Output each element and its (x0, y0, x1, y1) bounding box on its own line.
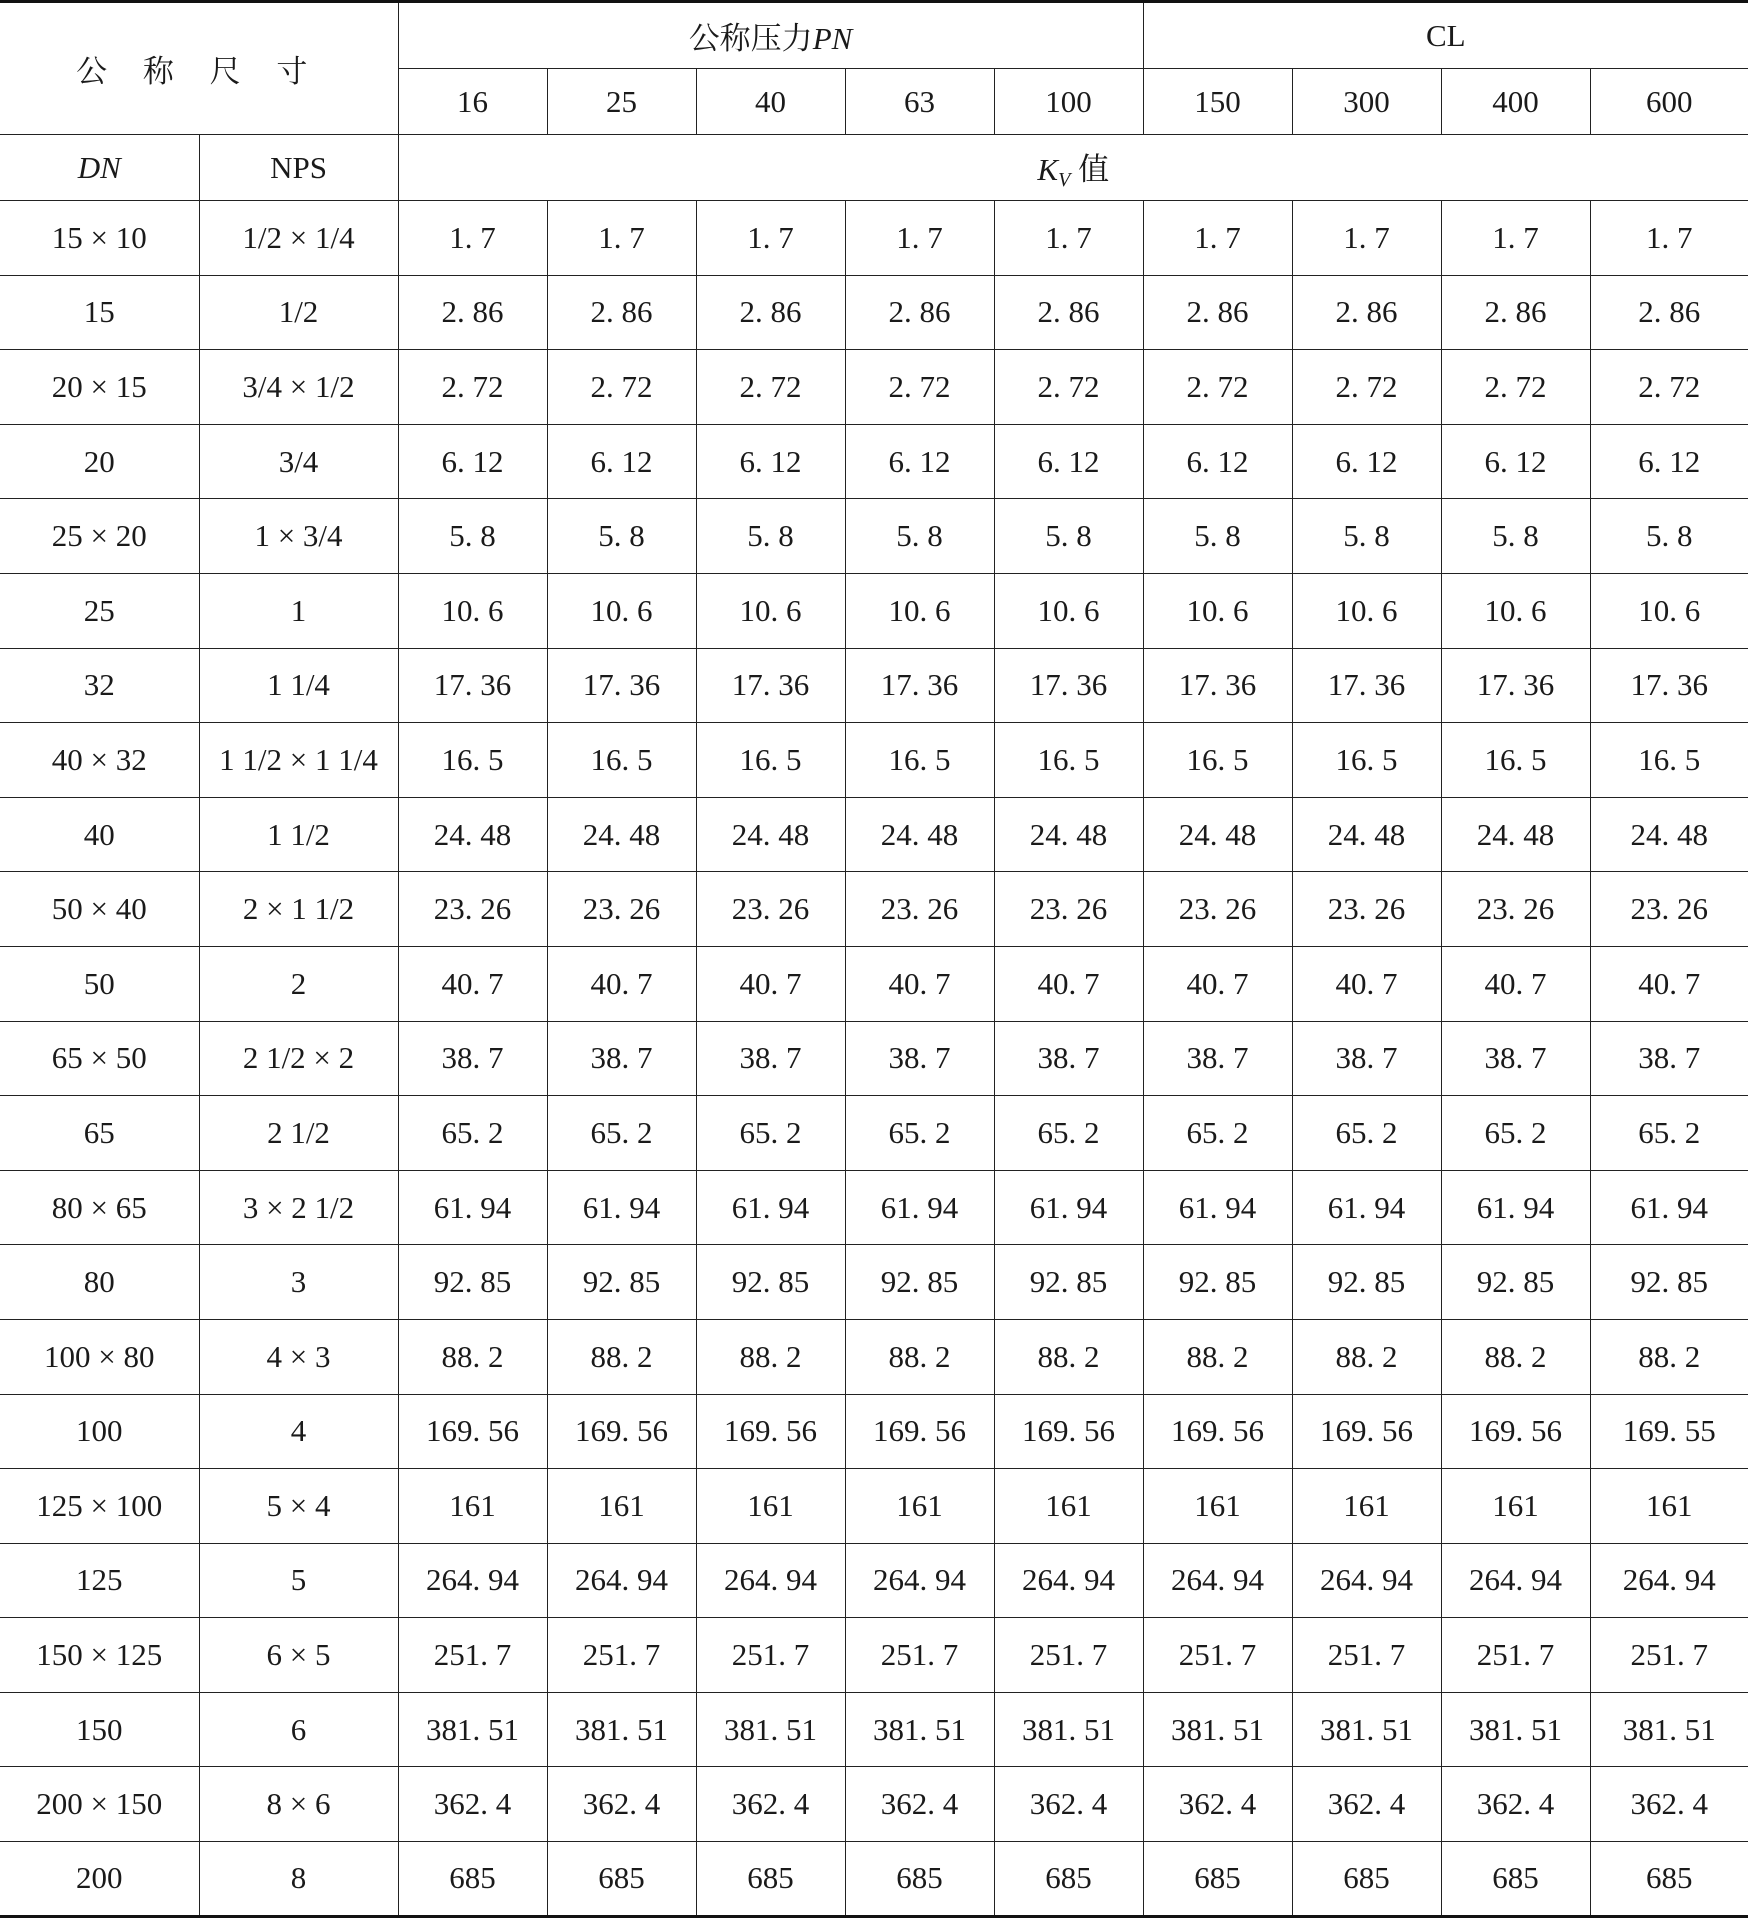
kv-cell: 38. 7 (994, 1021, 1143, 1096)
kv-cell: 685 (1143, 1842, 1292, 1917)
kv-cell: 251. 7 (398, 1618, 547, 1693)
kv-cell: 362. 4 (994, 1767, 1143, 1842)
table-row (0, 1469, 1748, 1544)
nps-cell: 1/2 (199, 275, 398, 350)
kv-cell: 17. 36 (1292, 648, 1441, 723)
pn-header (398, 2, 1143, 69)
kv-cell: 6. 12 (1441, 424, 1590, 499)
kv-cell: 40. 7 (1590, 946, 1748, 1021)
table-row (0, 1842, 1748, 1917)
kv-cell: 6. 12 (1590, 424, 1748, 499)
kv-cell: 88. 2 (398, 1319, 547, 1394)
dn-header: DN (0, 135, 199, 201)
nps-cell: 1 1/2 (199, 797, 398, 872)
kv-cell: 264. 94 (845, 1543, 994, 1618)
kv-cell: 5. 8 (1143, 499, 1292, 574)
table-row (0, 275, 1748, 350)
pn-label: 公称压力 (688, 21, 813, 56)
kv-cell: 2. 72 (1441, 350, 1590, 425)
kv-symbol: K (1037, 151, 1059, 187)
kv-cell: 23. 26 (1441, 872, 1590, 947)
nps-cell: 1 (199, 573, 398, 648)
kv-cell: 88. 2 (696, 1319, 845, 1394)
table-row (0, 797, 1748, 872)
pressure-header: 100 (994, 69, 1143, 135)
kv-cell: 10. 6 (547, 573, 696, 648)
kv-cell: 6. 12 (547, 424, 696, 499)
kv-cell: 6. 12 (398, 424, 547, 499)
kv-cell: 17. 36 (994, 648, 1143, 723)
kv-cell: 24. 48 (1441, 797, 1590, 872)
kv-cell: 38. 7 (1292, 1021, 1441, 1096)
kv-cell: 61. 94 (1590, 1170, 1748, 1245)
kv-cell: 381. 51 (845, 1692, 994, 1767)
kv-cell: 1. 7 (994, 201, 1143, 276)
dn-cell: 25 × 20 (0, 499, 199, 574)
kv-cell: 169. 55 (1590, 1394, 1748, 1469)
kv-cell: 65. 2 (696, 1096, 845, 1171)
kv-cell: 1. 7 (1590, 201, 1748, 276)
kv-cell: 5. 8 (1590, 499, 1748, 574)
kv-cell: 1. 7 (1292, 201, 1441, 276)
kv-cell: 10. 6 (994, 573, 1143, 648)
nps-cell: 1 × 3/4 (199, 499, 398, 574)
kv-cell: 1. 7 (1441, 201, 1590, 276)
kv-cell: 88. 2 (1292, 1319, 1441, 1394)
kv-cell: 2. 72 (845, 350, 994, 425)
kv-cell: 161 (1441, 1469, 1590, 1544)
kv-cell: 23. 26 (1292, 872, 1441, 947)
kv-cell: 362. 4 (398, 1767, 547, 1842)
cl-header: CL (1143, 2, 1748, 69)
kv-cell: 61. 94 (1143, 1170, 1292, 1245)
table-row (0, 1319, 1748, 1394)
dn-cell: 15 (0, 275, 199, 350)
kv-cell: 685 (547, 1842, 696, 1917)
kv-cell: 38. 7 (696, 1021, 845, 1096)
kv-cell: 362. 4 (1441, 1767, 1590, 1842)
kv-cell: 2. 72 (1292, 350, 1441, 425)
dn-cell: 65 (0, 1096, 199, 1171)
kv-cell: 16. 5 (1292, 723, 1441, 798)
kv-cell: 24. 48 (994, 797, 1143, 872)
kv-cell: 2. 86 (994, 275, 1143, 350)
nps-cell: 2 1/2 × 2 (199, 1021, 398, 1096)
dn-cell: 65 × 50 (0, 1021, 199, 1096)
kv-cell: 362. 4 (696, 1767, 845, 1842)
kv-cell: 61. 94 (845, 1170, 994, 1245)
kv-cell: 251. 7 (1292, 1618, 1441, 1693)
kv-cell: 685 (398, 1842, 547, 1917)
kv-cell: 264. 94 (1590, 1543, 1748, 1618)
nps-cell: 6 (199, 1692, 398, 1767)
kv-cell: 362. 4 (547, 1767, 696, 1842)
dn-cell: 32 (0, 648, 199, 723)
kv-cell: 169. 56 (696, 1394, 845, 1469)
kv-cell: 23. 26 (845, 872, 994, 947)
kv-cell: 264. 94 (1441, 1543, 1590, 1618)
kv-cell: 251. 7 (1590, 1618, 1748, 1693)
kv-cell: 40. 7 (547, 946, 696, 1021)
kv-cell: 2. 86 (398, 275, 547, 350)
kv-cell: 685 (1292, 1842, 1441, 1917)
kv-cell: 2. 86 (1292, 275, 1441, 350)
nps-cell: 5 × 4 (199, 1469, 398, 1544)
table-row (0, 350, 1748, 425)
kv-suffix: 值 (1070, 151, 1110, 187)
dn-cell: 80 (0, 1245, 199, 1320)
nps-cell: 5 (199, 1543, 398, 1618)
kv-cell: 5. 8 (1292, 499, 1441, 574)
nps-cell: 2 1/2 (199, 1096, 398, 1171)
dn-cell: 200 × 150 (0, 1767, 199, 1842)
kv-cell: 251. 7 (547, 1618, 696, 1693)
kv-cell: 2. 72 (1590, 350, 1748, 425)
kv-cell: 362. 4 (1292, 1767, 1441, 1842)
nps-cell: 6 × 5 (199, 1618, 398, 1693)
pressure-header: 63 (845, 69, 994, 135)
nps-header: NPS (199, 135, 398, 201)
kv-cell: 40. 7 (398, 946, 547, 1021)
header-row-3 (0, 135, 1748, 201)
dn-cell: 80 × 65 (0, 1170, 199, 1245)
dn-cell: 200 (0, 1842, 199, 1917)
kv-cell: 2. 72 (994, 350, 1143, 425)
kv-cell: 92. 85 (994, 1245, 1143, 1320)
nps-cell: 2 × 1 1/2 (199, 872, 398, 947)
kv-cell: 1. 7 (1143, 201, 1292, 276)
kv-cell: 381. 51 (994, 1692, 1143, 1767)
kv-cell: 161 (398, 1469, 547, 1544)
kv-cell: 161 (994, 1469, 1143, 1544)
kv-cell: 161 (1143, 1469, 1292, 1544)
kv-cell: 24. 48 (1143, 797, 1292, 872)
kv-cell: 2. 86 (1143, 275, 1292, 350)
kv-cell: 24. 48 (547, 797, 696, 872)
kv-cell: 17. 36 (1590, 648, 1748, 723)
pressure-header: 16 (398, 69, 547, 135)
kv-cell: 38. 7 (398, 1021, 547, 1096)
table-row (0, 1245, 1748, 1320)
nps-cell: 3/4 × 1/2 (199, 350, 398, 425)
nps-cell: 1 1/4 (199, 648, 398, 723)
kv-cell: 92. 85 (1441, 1245, 1590, 1320)
pressure-header: 25 (547, 69, 696, 135)
kv-cell: 17. 36 (547, 648, 696, 723)
kv-cell: 92. 85 (1590, 1245, 1748, 1320)
kv-cell: 10. 6 (398, 573, 547, 648)
kv-cell: 16. 5 (696, 723, 845, 798)
table-row (0, 1618, 1748, 1693)
dn-cell: 150 × 125 (0, 1618, 199, 1693)
kv-cell: 92. 85 (547, 1245, 696, 1320)
kv-cell: 5. 8 (696, 499, 845, 574)
kv-cell: 362. 4 (845, 1767, 994, 1842)
kv-cell: 2. 72 (696, 350, 845, 425)
table-row (0, 573, 1748, 648)
kv-cell: 24. 48 (1590, 797, 1748, 872)
kv-cell: 10. 6 (1590, 573, 1748, 648)
kv-cell: 1. 7 (696, 201, 845, 276)
kv-cell: 92. 85 (845, 1245, 994, 1320)
kv-table-body (0, 2, 1748, 1917)
kv-cell: 251. 7 (994, 1618, 1143, 1693)
kv-cell: 40. 7 (1292, 946, 1441, 1021)
pn-symbol: PN (812, 21, 853, 56)
kv-cell: 2. 86 (696, 275, 845, 350)
kv-cell: 16. 5 (547, 723, 696, 798)
kv-cell: 685 (1590, 1842, 1748, 1917)
kv-cell: 40. 7 (1143, 946, 1292, 1021)
dn-cell: 40 (0, 797, 199, 872)
kv-cell: 23. 26 (547, 872, 696, 947)
kv-cell: 251. 7 (696, 1618, 845, 1693)
kv-cell: 40. 7 (845, 946, 994, 1021)
kv-cell: 169. 56 (398, 1394, 547, 1469)
table-row (0, 872, 1748, 947)
kv-cell: 16. 5 (1441, 723, 1590, 798)
table-row (0, 1543, 1748, 1618)
kv-cell: 17. 36 (696, 648, 845, 723)
kv-cell: 381. 51 (1292, 1692, 1441, 1767)
kv-cell: 10. 6 (1441, 573, 1590, 648)
table-row (0, 1096, 1748, 1171)
kv-cell: 10. 6 (696, 573, 845, 648)
nps-cell: 8 × 6 (199, 1767, 398, 1842)
pressure-header: 150 (1143, 69, 1292, 135)
pressure-header: 600 (1590, 69, 1748, 135)
kv-cell: 38. 7 (1590, 1021, 1748, 1096)
kv-cell: 685 (994, 1842, 1143, 1917)
kv-cell: 38. 7 (547, 1021, 696, 1096)
kv-cell: 16. 5 (845, 723, 994, 798)
kv-cell: 61. 94 (696, 1170, 845, 1245)
kv-cell: 161 (1590, 1469, 1748, 1544)
table-row (0, 648, 1748, 723)
nominal-size-header: 公 称 尺 寸 (0, 2, 398, 135)
kv-cell: 6. 12 (994, 424, 1143, 499)
kv-cell: 264. 94 (994, 1543, 1143, 1618)
kv-cell: 88. 2 (845, 1319, 994, 1394)
kv-cell: 169. 56 (1143, 1394, 1292, 1469)
kv-cell: 16. 5 (994, 723, 1143, 798)
kv-cell: 161 (696, 1469, 845, 1544)
kv-cell: 5. 8 (1441, 499, 1590, 574)
kv-cell: 381. 51 (696, 1692, 845, 1767)
kv-cell: 10. 6 (1143, 573, 1292, 648)
kv-cell: 169. 56 (1441, 1394, 1590, 1469)
table-row (0, 946, 1748, 1021)
kv-cell: 23. 26 (1143, 872, 1292, 947)
kv-cell: 2. 86 (1441, 275, 1590, 350)
kv-cell: 61. 94 (994, 1170, 1143, 1245)
kv-cell: 2. 72 (1143, 350, 1292, 425)
kv-cell: 169. 56 (1292, 1394, 1441, 1469)
kv-cell: 251. 7 (845, 1618, 994, 1693)
nps-cell: 2 (199, 946, 398, 1021)
kv-cell: 40. 7 (994, 946, 1143, 1021)
kv-cell: 61. 94 (1292, 1170, 1441, 1245)
kv-cell: 381. 51 (1441, 1692, 1590, 1767)
pressure-header: 400 (1441, 69, 1590, 135)
kv-cell: 381. 51 (398, 1692, 547, 1767)
nps-cell: 3 × 2 1/2 (199, 1170, 398, 1245)
kv-cell: 16. 5 (398, 723, 547, 798)
kv-cell: 251. 7 (1441, 1618, 1590, 1693)
kv-cell: 264. 94 (696, 1543, 845, 1618)
nps-cell: 3/4 (199, 424, 398, 499)
kv-cell: 161 (845, 1469, 994, 1544)
kv-cell: 65. 2 (1441, 1096, 1590, 1171)
kv-cell: 61. 94 (547, 1170, 696, 1245)
kv-cell: 6. 12 (1292, 424, 1441, 499)
kv-cell: 5. 8 (845, 499, 994, 574)
kv-cell: 169. 56 (994, 1394, 1143, 1469)
kv-cell: 40. 7 (1441, 946, 1590, 1021)
kv-cell: 161 (547, 1469, 696, 1544)
kv-cell: 38. 7 (1143, 1021, 1292, 1096)
kv-cell: 16. 5 (1590, 723, 1748, 798)
kv-subscript: V (1058, 168, 1071, 191)
kv-cell: 38. 7 (845, 1021, 994, 1096)
kv-cell: 38. 7 (1441, 1021, 1590, 1096)
table-row (0, 723, 1748, 798)
dn-cell: 125 × 100 (0, 1469, 199, 1544)
table-row (0, 1021, 1748, 1096)
kv-cell: 65. 2 (398, 1096, 547, 1171)
kv-cell: 362. 4 (1590, 1767, 1748, 1842)
kv-cell: 10. 6 (845, 573, 994, 648)
kv-cell: 685 (696, 1842, 845, 1917)
kv-cell: 61. 94 (1441, 1170, 1590, 1245)
kv-cell: 264. 94 (547, 1543, 696, 1618)
kv-cell: 17. 36 (1441, 648, 1590, 723)
kv-cell: 5. 8 (994, 499, 1143, 574)
header-row-1 (0, 2, 1748, 69)
kv-cell: 5. 8 (398, 499, 547, 574)
kv-cell: 88. 2 (1143, 1319, 1292, 1394)
dn-cell: 25 (0, 573, 199, 648)
kv-cell: 381. 51 (1590, 1692, 1748, 1767)
table-row (0, 424, 1748, 499)
kv-cell: 17. 36 (845, 648, 994, 723)
kv-cell: 17. 36 (1143, 648, 1292, 723)
kv-cell: 65. 2 (1143, 1096, 1292, 1171)
kv-cell: 2. 72 (547, 350, 696, 425)
dn-cell: 125 (0, 1543, 199, 1618)
kv-cell: 24. 48 (1292, 797, 1441, 872)
dn-cell: 20 (0, 424, 199, 499)
kv-cell: 685 (1441, 1842, 1590, 1917)
kv-cell: 251. 7 (1143, 1618, 1292, 1693)
kv-cell: 5. 8 (547, 499, 696, 574)
kv-cell: 88. 2 (1441, 1319, 1590, 1394)
nps-cell: 3 (199, 1245, 398, 1320)
kv-cell: 1. 7 (398, 201, 547, 276)
kv-cell: 161 (1292, 1469, 1441, 1544)
kv-cell: 88. 2 (547, 1319, 696, 1394)
dn-cell: 100 × 80 (0, 1319, 199, 1394)
kv-cell: 92. 85 (696, 1245, 845, 1320)
kv-cell: 23. 26 (696, 872, 845, 947)
dn-cell: 50 × 40 (0, 872, 199, 947)
kv-cell: 264. 94 (1292, 1543, 1441, 1618)
table-row (0, 1767, 1748, 1842)
dn-cell: 50 (0, 946, 199, 1021)
kv-cell: 16. 5 (1143, 723, 1292, 798)
kv-cell: 24. 48 (398, 797, 547, 872)
kv-cell: 23. 26 (994, 872, 1143, 947)
kv-cell: 362. 4 (1143, 1767, 1292, 1842)
kv-cell: 92. 85 (1292, 1245, 1441, 1320)
kv-cell: 10. 6 (1292, 573, 1441, 648)
kv-cell: 685 (845, 1842, 994, 1917)
kv-cell: 88. 2 (994, 1319, 1143, 1394)
kv-cell: 40. 7 (696, 946, 845, 1021)
dn-cell: 15 × 10 (0, 201, 199, 276)
kv-cell: 65. 2 (845, 1096, 994, 1171)
kv-cell: 92. 85 (1143, 1245, 1292, 1320)
kv-cell: 17. 36 (398, 648, 547, 723)
kv-cell: 6. 12 (696, 424, 845, 499)
kv-cell: 65. 2 (1292, 1096, 1441, 1171)
dn-cell: 100 (0, 1394, 199, 1469)
nps-cell: 8 (199, 1842, 398, 1917)
kv-cell: 23. 26 (1590, 872, 1748, 947)
kv-cell: 61. 94 (398, 1170, 547, 1245)
pressure-header: 300 (1292, 69, 1441, 135)
table-row (0, 1170, 1748, 1245)
kv-cell: 24. 48 (845, 797, 994, 872)
kv-cell: 6. 12 (845, 424, 994, 499)
kv-cell: 2. 86 (1590, 275, 1748, 350)
kv-cell: 169. 56 (845, 1394, 994, 1469)
table-row (0, 201, 1748, 276)
kv-cell: 381. 51 (547, 1692, 696, 1767)
dn-cell: 150 (0, 1692, 199, 1767)
kv-cell: 65. 2 (547, 1096, 696, 1171)
kv-cell: 2. 86 (547, 275, 696, 350)
kv-cell: 92. 85 (398, 1245, 547, 1320)
dn-cell: 40 × 32 (0, 723, 199, 798)
nps-cell: 4 (199, 1394, 398, 1469)
nps-cell: 1/2 × 1/4 (199, 201, 398, 276)
kv-cell: 23. 26 (398, 872, 547, 947)
table-row (0, 1692, 1748, 1767)
nps-cell: 1 1/2 × 1 1/4 (199, 723, 398, 798)
dn-cell: 20 × 15 (0, 350, 199, 425)
table-row (0, 1394, 1748, 1469)
kv-cell: 24. 48 (696, 797, 845, 872)
kv-cell: 169. 56 (547, 1394, 696, 1469)
kv-cell: 65. 2 (1590, 1096, 1748, 1171)
table-row (0, 499, 1748, 574)
kv-cell: 1. 7 (845, 201, 994, 276)
kv-cell: 264. 94 (1143, 1543, 1292, 1618)
pressure-header: 40 (696, 69, 845, 135)
kv-cell: 1. 7 (547, 201, 696, 276)
kv-cell: 264. 94 (398, 1543, 547, 1618)
kv-cell: 381. 51 (1143, 1692, 1292, 1767)
kv-cell: 2. 72 (398, 350, 547, 425)
kv-cell: 65. 2 (994, 1096, 1143, 1171)
nps-cell: 4 × 3 (199, 1319, 398, 1394)
kv-value-header (398, 135, 1748, 201)
kv-cell: 6. 12 (1143, 424, 1292, 499)
kv-cell: 2. 86 (845, 275, 994, 350)
kv-cell: 88. 2 (1590, 1319, 1748, 1394)
